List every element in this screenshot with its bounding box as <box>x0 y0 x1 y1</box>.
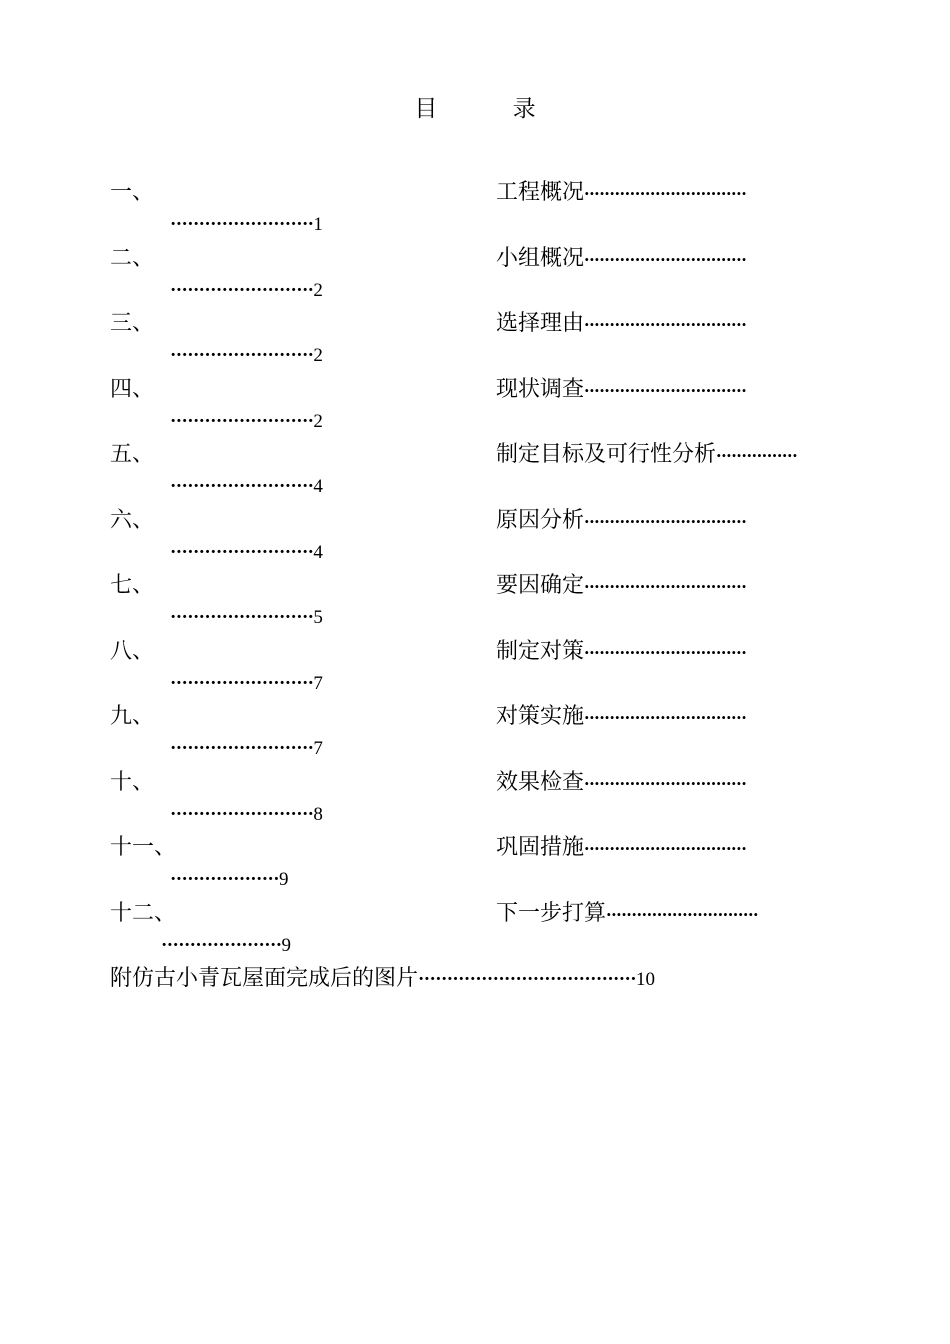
leader-dots: ························· <box>170 803 314 825</box>
toc-entry-number: 七、 <box>110 573 155 598</box>
toc-entry-heading: 对策实施································ <box>496 704 747 729</box>
toc-entry-page-line <box>170 802 323 828</box>
leader-dots: ························· <box>170 214 314 235</box>
toc-entry-heading: 原因分析································ <box>496 507 747 533</box>
toc-entry-12[interactable] <box>0 897 950 963</box>
toc-entry-6[interactable] <box>0 504 950 570</box>
page-number: 4 <box>313 541 323 563</box>
toc-entry-number: 十、 <box>110 769 155 795</box>
leader-dots: ················ <box>716 446 798 465</box>
toc-entry-page-line <box>170 212 323 238</box>
page-number: 2 <box>313 345 323 366</box>
leader-dots: ································ <box>584 773 747 793</box>
leader-dots: ························· <box>170 279 314 301</box>
toc-entry-number: 二、 <box>110 245 155 271</box>
leader-dots: ························· <box>170 607 314 628</box>
page-title: 目 录 <box>414 96 570 122</box>
toc-entry-number: 八、 <box>110 638 155 664</box>
toc-entry-page-line <box>170 409 323 435</box>
toc-entry-page-line <box>170 605 323 631</box>
page-number: 7 <box>313 738 323 759</box>
toc-entry-page-line <box>170 867 289 893</box>
leader-dots: ························· <box>170 476 314 497</box>
leader-dots: ························· <box>170 541 314 563</box>
toc-entry-heading: 巩固措施································ <box>496 835 747 860</box>
page-number: 2 <box>313 279 323 301</box>
toc-entry-page-line <box>170 343 323 369</box>
leader-dots: ························· <box>170 738 314 759</box>
toc-entry-9[interactable] <box>0 700 950 766</box>
toc-entry-page-line <box>170 278 323 304</box>
leader-dots: ································ <box>584 315 747 334</box>
toc-entry-heading: 效果检查································ <box>496 769 747 795</box>
toc-entry-page-line <box>170 474 323 500</box>
toc-entry-heading: 选择理由································ <box>496 311 747 336</box>
toc-entry-10[interactable] <box>0 766 950 832</box>
leader-dots: ······································ <box>418 969 637 990</box>
page-number: 2 <box>313 410 323 432</box>
toc-entry-3[interactable] <box>0 307 950 373</box>
leader-dots: ································ <box>584 249 747 269</box>
leader-dots: ························· <box>170 345 314 366</box>
toc-entry-number: 九、 <box>110 704 155 729</box>
leader-dots: ································ <box>584 184 747 203</box>
page-number: 9 <box>279 869 289 890</box>
leader-dots: ································ <box>584 839 747 858</box>
leader-dots: ································ <box>584 577 747 596</box>
toc-entry-number: 一、 <box>110 180 155 205</box>
toc-entry-heading: 小组概况································ <box>496 245 747 271</box>
toc-entry-page-line <box>170 671 323 697</box>
leader-dots: ································ <box>584 511 747 531</box>
page-number: 4 <box>313 476 323 497</box>
toc-entry-number: 十二、 <box>110 900 177 926</box>
page-number: 7 <box>313 672 323 694</box>
leader-dots: ························· <box>170 672 314 694</box>
leader-dots: ······························ <box>606 904 759 924</box>
toc-entry-11[interactable] <box>0 831 950 897</box>
toc-entry-7[interactable] <box>0 569 950 635</box>
toc-entry-heading: 制定对策································ <box>496 638 747 664</box>
page-number: 9 <box>281 934 291 956</box>
toc-entry-8[interactable] <box>0 635 950 701</box>
table-of-contents <box>0 176 950 962</box>
toc-entry-page-line <box>170 736 323 762</box>
toc-entry-number: 六、 <box>110 507 155 533</box>
toc-entry-2[interactable] <box>0 242 950 308</box>
toc-entry-heading: 制定目标及可行性分析················ <box>496 442 798 467</box>
appendix-heading: 附仿古小青瓦屋面完成后的图片 <box>110 966 419 991</box>
toc-entry-number: 五、 <box>110 442 155 467</box>
toc-entry-page-line <box>161 933 291 959</box>
toc-entry-1[interactable] <box>0 176 950 242</box>
leader-dots: ································ <box>584 642 747 662</box>
toc-entry-page-line <box>170 540 323 566</box>
toc-entry-number: 十一、 <box>110 835 177 860</box>
toc-entry-heading: 现状调查································ <box>496 376 747 402</box>
leader-dots: ································ <box>584 380 747 400</box>
toc-entry-4[interactable] <box>0 373 950 439</box>
toc-entry-number: 四、 <box>110 376 155 402</box>
page-number: 10 <box>636 969 656 990</box>
leader-dots: ························· <box>170 410 314 432</box>
leader-dots: ··················· <box>170 869 279 890</box>
toc-appendix-entry[interactable] <box>110 964 655 995</box>
toc-entry-heading: 工程概况································ <box>496 180 747 205</box>
page-number: 1 <box>313 214 323 235</box>
page-number: 8 <box>313 803 323 825</box>
page-number: 5 <box>313 607 323 628</box>
leader-dots: ····················· <box>161 934 282 956</box>
toc-entry-heading: 要因确定································ <box>496 573 747 598</box>
toc-entry-heading: 下一步打算······························ <box>496 900 759 926</box>
leader-dots: ································ <box>584 708 747 727</box>
toc-entry-number: 三、 <box>110 311 155 336</box>
toc-entry-5[interactable] <box>0 438 950 504</box>
